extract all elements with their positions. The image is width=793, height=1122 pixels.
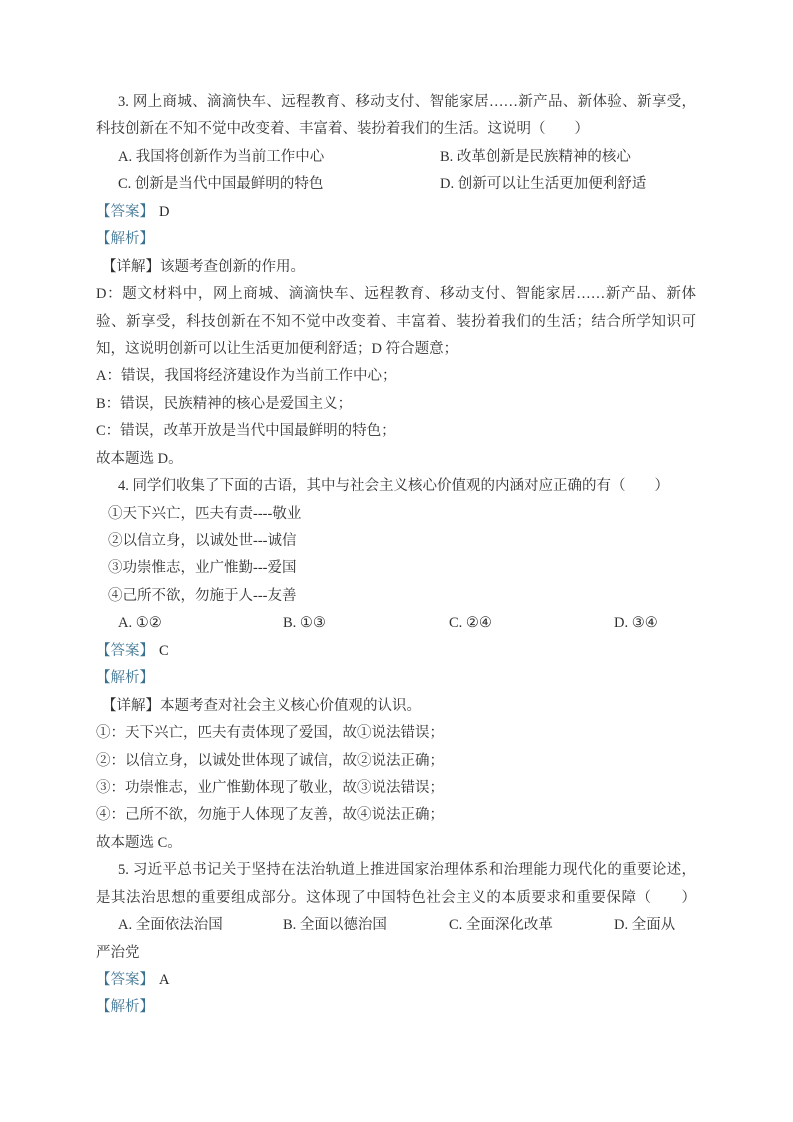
explanation-line: ③：功崇惟志，业广惟勤体现了敬业，故③说法错误；	[96, 779, 444, 796]
question-stem-line: 科技创新在不知不觉中改变着、丰富着、装扮着我们的生活。这说明（ ）	[96, 121, 589, 138]
analysis-line	[96, 665, 696, 692]
option-c: C. 全面深化改革	[449, 917, 553, 934]
answer-label: 【答案】	[96, 203, 154, 220]
question-item-line: ③功崇惟志，业广惟勤---爱国	[108, 560, 297, 577]
option-a: A. 我国将创新作为当前工作中心	[118, 148, 325, 165]
question-stem-line: 4. 同学们收集了下面的古语，其中与社会主义核心价值观的内涵对应正确的有（ ）	[118, 478, 669, 495]
option-d: D. 全面从	[614, 917, 676, 934]
explanation-heading-line: 【详解】该题考查创新的作用。	[102, 258, 305, 275]
explanation-line: ④：己所不欲，勿施于人体现了友善，故④说法正确；	[96, 807, 444, 824]
answer-value: D	[159, 203, 170, 220]
analysis-line	[96, 994, 696, 1021]
explanation-line: C：错误，改革开放是当代中国最鲜明的特色；	[96, 423, 396, 440]
answer-line	[96, 199, 696, 226]
option-a: A. 全面依法治国	[118, 917, 223, 934]
answer-line	[96, 967, 696, 994]
option-c: C. ②④	[449, 615, 492, 632]
question-stem-line: 3. 网上商城、滴滴快车、远程教育、移动支付、智能家居……新产品、新体验、新享受，	[118, 94, 696, 110]
option-a: A. ①②	[118, 615, 162, 632]
explanation-line: 故本题选 C。	[96, 834, 182, 851]
answer-line	[96, 638, 696, 665]
analysis-label: 【解析】	[96, 231, 154, 248]
answer-value: A	[159, 972, 170, 988]
question-item-line: ②以信立身，以诚处世---诚信	[108, 533, 297, 549]
explanation-line: ①：天下兴亡，匹夫有责体现了爱国，故①说法错误；	[96, 725, 444, 742]
option-b: B. 改革创新是民族精神的核心	[440, 148, 631, 165]
explanation-line: 故本题选 D。	[96, 450, 183, 467]
option-row	[96, 144, 696, 171]
option-continuation-line: 严治党	[96, 944, 140, 961]
option-b: B. 全面以德治国	[283, 917, 387, 934]
question-stem-line: 5. 习近平总书记关于坚持在法治轨道上推进国家治理体系和治理能力现代化的重要论述，	[118, 862, 696, 879]
explanation-heading-line: 【详解】本题考查对社会主义核心价值观的认识。	[102, 697, 421, 714]
question-item-line: ①天下兴亡，匹夫有责----敬业	[108, 505, 302, 522]
explanation-line: 知，这说明创新可以让生活更加便利舒适；D 符合题意；	[96, 340, 459, 357]
question-item-line: ④己所不欲，勿施于人---友善	[108, 587, 297, 604]
analysis-label: 【解析】	[96, 670, 154, 687]
option-row	[96, 610, 696, 637]
option-a: C. 创新是当代中国最鲜明的特色	[118, 176, 324, 193]
explanation-line: D：题文材料中，网上商城、滴滴快车、远程教育、移动支付、智能家居……新产品、新体	[96, 286, 696, 303]
answer-value: C	[159, 642, 169, 659]
option-row	[96, 171, 696, 198]
question-stem-line: 是其法治思想的重要组成部分。这体现了中国特色社会主义的本质要求和重要保障（ ）	[96, 889, 696, 906]
option-b: B. ①③	[283, 615, 326, 632]
explanation-line: 验、新享受，科技创新在不知不觉中改变着、丰富着、装扮着我们的生活；结合所学知识可	[96, 313, 696, 330]
explanation-line: ②：以信立身，以诚处世体现了诚信，故②说法正确；	[96, 752, 444, 769]
answer-label: 【答案】	[96, 972, 154, 988]
analysis-line	[96, 226, 696, 253]
option-b: D. 创新可以让生活更加便利舒适	[440, 176, 647, 193]
explanation-line: A：错误，我国将经济建设作为当前工作中心；	[96, 368, 397, 385]
option-d: D. ③④	[614, 615, 658, 632]
answer-label: 【答案】	[96, 642, 154, 659]
analysis-label: 【解析】	[96, 999, 154, 1016]
explanation-line: B：错误，民族精神的核心是爱国主义；	[96, 395, 353, 412]
option-row	[96, 912, 696, 939]
document-content	[96, 89, 696, 1022]
